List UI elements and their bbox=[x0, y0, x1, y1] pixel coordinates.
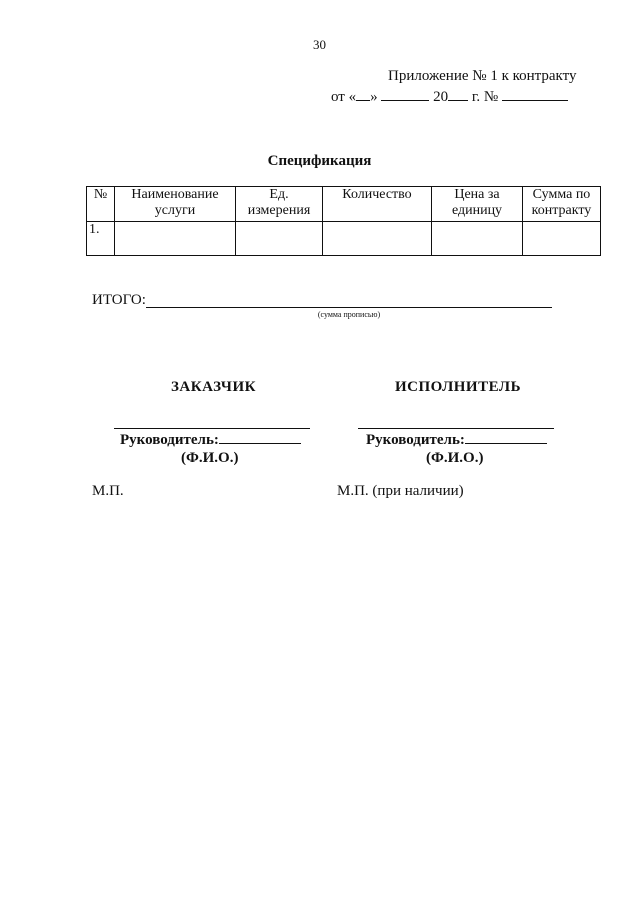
contract-number-blank bbox=[502, 87, 568, 101]
contractor-stamp: М.П. (при наличии) bbox=[337, 483, 464, 499]
page-number: 30 bbox=[313, 37, 326, 52]
header-unit: Ед. измерения bbox=[236, 187, 323, 222]
contractor-head-label bbox=[366, 431, 547, 449]
contractor-heading: ИСПОЛНИТЕЛЬ bbox=[395, 379, 522, 395]
table-row bbox=[87, 222, 601, 256]
total-label: ИТОГО: bbox=[92, 292, 146, 308]
customer-signature-line bbox=[114, 428, 310, 429]
cell-unit-price bbox=[432, 222, 523, 256]
date-prefix: от « bbox=[331, 89, 357, 105]
number-label: г. № bbox=[471, 89, 499, 105]
total-hint: (сумма прописью) bbox=[317, 310, 381, 319]
specification-table bbox=[86, 186, 601, 256]
contractor-head-blank bbox=[465, 431, 547, 444]
appendix-date-line bbox=[331, 87, 568, 106]
header-quantity: Количество bbox=[323, 187, 432, 222]
customer-head-text: Руководитель: bbox=[120, 432, 219, 448]
header-unit-price: Цена за единицу bbox=[432, 187, 523, 222]
month-blank bbox=[381, 87, 429, 101]
customer-heading: ЗАКАЗЧИК bbox=[171, 379, 256, 395]
customer-fio: (Ф.И.О.) bbox=[181, 450, 239, 466]
customer-head-blank bbox=[219, 431, 301, 444]
contractor-fio: (Ф.И.О.) bbox=[426, 450, 484, 466]
appendix-title: Приложение № 1 к контракту bbox=[388, 68, 577, 84]
day-blank bbox=[356, 87, 370, 101]
customer-head-label bbox=[120, 431, 301, 449]
customer-stamp: М.П. bbox=[92, 483, 124, 499]
header-number: № bbox=[87, 187, 115, 222]
header-contract-sum: Сумма по контракту bbox=[523, 187, 601, 222]
cell-number: 1. bbox=[87, 222, 115, 256]
contractor-head-text: Руководитель: bbox=[366, 432, 465, 448]
cell-service-name bbox=[115, 222, 236, 256]
contractor-signature-line bbox=[358, 428, 554, 429]
header-service-name: Наименование услуги bbox=[115, 187, 236, 222]
date-quote-close: » bbox=[370, 89, 378, 105]
total-amount-line bbox=[146, 307, 552, 308]
year-blank bbox=[448, 87, 468, 101]
document-title: Спецификация bbox=[267, 153, 372, 169]
cell-contract-sum bbox=[523, 222, 601, 256]
cell-unit bbox=[236, 222, 323, 256]
cell-quantity bbox=[323, 222, 432, 256]
year-prefix: 20 bbox=[433, 89, 449, 105]
table-header-row bbox=[87, 187, 601, 222]
